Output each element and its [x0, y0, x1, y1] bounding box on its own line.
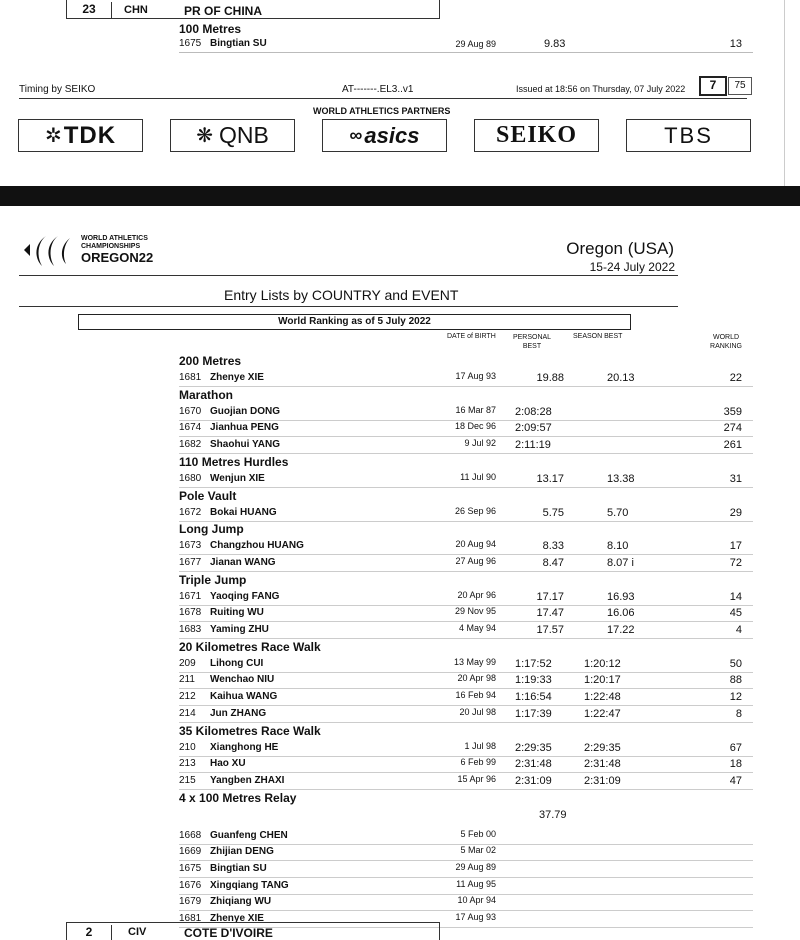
issued-text: Issued at 18:56 on Thursday, 07 July 2022	[516, 84, 686, 94]
athlete-bib: 209	[179, 657, 196, 669]
athlete-name: Xingqiang TANG	[210, 879, 289, 891]
athlete-pb: 1:17:52	[515, 657, 552, 670]
athlete-sb: 13.38	[607, 472, 635, 485]
athlete-name: Zhijian DENG	[210, 846, 274, 858]
athlete-bib: 1673	[179, 540, 202, 552]
athlete-dob: 20 Apr 98	[457, 673, 496, 684]
athlete-rank: 31	[729, 472, 742, 485]
athlete-dob: 1 Jul 98	[464, 740, 496, 751]
athlete-rank: 67	[729, 741, 742, 754]
athlete-sb: 17.22	[607, 624, 635, 636]
athlete-bib: 1681	[179, 913, 202, 925]
athlete-sb: 2:31:09	[584, 774, 621, 787]
athlete-name: Changzhou HUANG	[210, 540, 304, 552]
table-row	[0, 405, 800, 421]
ranking-note: World Ranking as of 5 July 2022	[78, 314, 631, 330]
logo-line1: WORLD ATHLETICS	[81, 235, 148, 242]
athlete-dob: 11 Aug 95	[456, 878, 496, 889]
event-title: 20 Kilometres Race Walk	[179, 639, 321, 654]
country-rank: 2	[67, 925, 112, 940]
athlete-rank: 13	[729, 38, 742, 50]
athlete-dob: 6 Feb 99	[460, 757, 496, 768]
table-row	[0, 673, 800, 689]
team-pb: 37.79	[539, 808, 567, 821]
athlete-pb: 17.47	[536, 607, 564, 620]
col-sb: SEASON BEST	[573, 333, 623, 340]
athlete-pb: 17.57	[536, 624, 564, 636]
athlete-dob: 29 Aug 89	[455, 39, 496, 49]
athlete-dob: 17 Aug 93	[455, 912, 496, 923]
location: Oregon (USA)	[566, 239, 674, 258]
athlete-name: Yangben ZHAXI	[210, 774, 285, 786]
athlete-pb: 1:16:54	[515, 691, 552, 704]
athlete-bib: 210	[179, 741, 196, 753]
athlete-name: Hao XU	[210, 758, 246, 770]
athlete-name: Jun ZHANG	[210, 707, 267, 719]
athlete-bib: 213	[179, 758, 196, 770]
event-title: Triple Jump	[179, 572, 247, 587]
athlete-dob: 13 May 99	[453, 656, 496, 667]
athlete-dob: 20 Apr 96	[457, 589, 496, 600]
doc-code: AT-------.EL3..v1	[342, 84, 414, 95]
athlete-dob: 20 Jul 98	[459, 706, 496, 717]
event-title: Long Jump	[179, 522, 244, 537]
athlete-dob: 27 Aug 96	[455, 555, 496, 566]
logo-line2: CHAMPIONSHIPS	[81, 243, 141, 250]
table-row	[0, 707, 800, 723]
athlete-bib: 1670	[179, 405, 202, 417]
table-row	[0, 606, 800, 622]
athlete-dob: 4 May 94	[458, 623, 496, 633]
athlete-pb: 17.17	[536, 590, 564, 603]
athlete-sb: 1:22:47	[584, 707, 621, 720]
asics-icon: ∞	[349, 125, 363, 145]
logo-line3: OREGON22	[81, 250, 154, 265]
athlete-pb: 8.33	[542, 540, 564, 553]
athlete-bib: 1681	[179, 372, 202, 383]
athlete-pb: 1:17:39	[515, 707, 552, 720]
athlete-rank: 88	[729, 674, 742, 687]
athlete-dob: 5 Mar 02	[460, 845, 496, 856]
athlete-rank: 359	[723, 405, 742, 418]
athlete-rank: 18	[729, 758, 742, 771]
athlete-bib: 215	[179, 774, 196, 786]
col-pb: PERSONAL BEST	[512, 334, 552, 350]
tdk-icon: ✲	[44, 125, 62, 147]
athlete-sb: 1:22:48	[584, 691, 621, 704]
athlete-name: Zhenye XIE	[210, 913, 264, 925]
athlete-bib: 1675	[179, 38, 202, 49]
athlete-name: Jianhua PENG	[210, 422, 279, 434]
table-row	[0, 590, 800, 606]
athlete-bib: 1682	[179, 439, 202, 451]
athlete-pb: 2:11:19	[515, 439, 551, 452]
athlete-dob: 16 Mar 87	[455, 404, 496, 415]
athlete-name: Guojian DONG	[210, 405, 280, 417]
event-title: Marathon	[179, 387, 233, 402]
athlete-dob: 17 Aug 93	[455, 371, 496, 381]
partners-title: WORLD ATHLETICS PARTNERS	[313, 106, 451, 116]
athlete-dob: 11 Jul 90	[460, 471, 496, 482]
athlete-bib: 1668	[179, 829, 202, 841]
athlete-dob: 29 Aug 89	[455, 862, 496, 872]
country-name: PR OF CHINA	[184, 4, 262, 18]
table-row	[0, 741, 800, 757]
athlete-name: Xianghong HE	[210, 741, 279, 753]
athlete-sb: 20.13	[607, 372, 635, 384]
country-name: COTE D'IVOIRE	[184, 926, 273, 940]
athlete-bib: 1679	[179, 896, 202, 908]
athlete-rank: 8	[735, 707, 742, 720]
athlete-name: Guanfeng CHEN	[210, 829, 288, 841]
col-dob: DATE of BIRTH	[447, 333, 496, 340]
athlete-name: Bokai HUANG	[210, 506, 277, 518]
athlete-name: Kaihua WANG	[210, 691, 278, 703]
table-row	[0, 657, 800, 673]
athlete-sb: 2:31:48	[584, 758, 621, 771]
country-row-civ	[66, 922, 440, 940]
event-title: Pole Vault	[179, 488, 237, 503]
athlete-bib: 1671	[179, 590, 202, 602]
timing-text: Timing by SEIKO	[19, 84, 96, 95]
athlete-dob: 20 Aug 94	[455, 539, 496, 550]
event-title: 100 Metres	[179, 22, 242, 36]
athlete-bib: 1669	[179, 846, 202, 858]
athlete-bib: 1677	[179, 556, 202, 568]
athlete-rank: 274	[723, 422, 742, 435]
athlete-pb: 5.75	[542, 506, 564, 519]
athlete-dob: 16 Feb 94	[455, 690, 496, 701]
table-row	[0, 774, 800, 790]
table-row	[0, 862, 800, 878]
athlete-name: Zhenye XIE	[210, 372, 264, 383]
athlete-bib: 212	[179, 691, 196, 703]
athlete-rank: 72	[729, 556, 742, 569]
athlete-dob: 5 Feb 00	[460, 828, 496, 839]
athlete-bib: 1678	[179, 607, 202, 619]
divider	[179, 521, 753, 522]
athlete-rank: 47	[729, 774, 742, 787]
athlete-bib: 1683	[179, 624, 202, 635]
athlete-name: Bingtian SU	[210, 38, 267, 49]
athlete-pb: 8.47	[542, 556, 564, 569]
page-number: 7	[699, 76, 727, 96]
athlete-bib: 1672	[179, 506, 202, 518]
table-row	[0, 690, 800, 706]
athlete-sb: 8.07 i	[607, 556, 634, 569]
athlete-rank: 17	[729, 540, 742, 553]
table-row	[0, 623, 800, 639]
athlete-dob: 26 Sep 96	[454, 505, 496, 516]
table-row	[0, 895, 800, 911]
athlete-pb: 9.83	[544, 38, 566, 50]
qnb-icon: ❋	[196, 125, 213, 147]
athlete-bib: 1675	[179, 863, 202, 874]
athlete-pb: 2:31:09	[515, 774, 552, 787]
athlete-name: Lihong CUI	[210, 657, 264, 669]
table-row	[0, 371, 800, 387]
athlete-name: Jianan WANG	[210, 556, 276, 568]
athlete-rank: 29	[729, 506, 742, 519]
partner-logo-tbs: TBS	[626, 119, 751, 152]
divider	[179, 386, 753, 387]
athlete-pb: 1:19:33	[515, 674, 552, 687]
event-title: 200 Metres	[179, 354, 242, 368]
athlete-sb: 16.93	[607, 590, 635, 603]
total-pages: 75	[728, 77, 752, 95]
athlete-rank: 50	[729, 657, 742, 670]
table-row	[0, 438, 800, 454]
athlete-pb: 19.88	[536, 372, 564, 384]
athlete-dob: 29 Nov 95	[454, 606, 496, 617]
athlete-pb: 2:31:48	[515, 758, 552, 771]
athlete-sb: 1:20:12	[584, 657, 621, 670]
athlete-rank: 45	[729, 607, 742, 620]
athlete-sb: 5.70	[607, 506, 629, 519]
athlete-pb: 2:29:35	[515, 741, 552, 754]
athlete-rank: 261	[723, 439, 742, 452]
dates: 15-24 July 2022	[589, 260, 675, 274]
athlete-bib: 1674	[179, 422, 202, 434]
athlete-sb: 2:29:35	[584, 741, 621, 754]
athlete-pb: 13.17	[536, 472, 564, 485]
table-row	[0, 506, 800, 522]
table-row	[0, 421, 800, 437]
athlete-bib: 211	[179, 674, 195, 686]
athlete-name: Yaoqing FANG	[210, 590, 280, 602]
table-row	[0, 539, 800, 555]
athlete-sb: 1:20:17	[584, 674, 621, 687]
athlete-name: Zhiqiang WU	[210, 896, 272, 908]
event-title: 4 x 100 Metres Relay	[179, 790, 297, 805]
event-title: 35 Kilometres Race Walk	[179, 723, 321, 738]
table-row	[0, 757, 800, 773]
athlete-sb: 16.06	[607, 607, 635, 620]
athlete-name: Wenjun XIE	[210, 472, 265, 484]
page-title: Entry Lists by COUNTRY and EVENT	[224, 287, 459, 303]
athlete-dob: 18 Dec 96	[454, 421, 496, 432]
athlete-dob: 15 Apr 96	[457, 773, 496, 784]
athlete-dob: 9 Jul 92	[464, 438, 496, 449]
table-row	[0, 556, 800, 572]
country-code: CHN	[124, 4, 148, 16]
athlete-bib: 1676	[179, 879, 202, 891]
athlete-rank: 14	[729, 590, 742, 603]
athlete-name: Yaming ZHU	[210, 624, 269, 635]
table-row	[0, 845, 800, 861]
partner-logo-asics: ∞ asics	[322, 119, 447, 152]
table-row	[0, 829, 800, 845]
col-wr: WORLD RANKING	[710, 334, 742, 350]
athlete-name: Wenchao NIU	[210, 674, 275, 686]
athlete-rank: 22	[729, 372, 742, 384]
partner-logo-seiko: SEIKO	[474, 119, 599, 152]
athlete-pb: 2:09:57	[515, 422, 552, 435]
athlete-rank: 4	[735, 624, 742, 636]
partner-logo-qnb: ❋ QNB	[170, 119, 295, 152]
divider	[179, 487, 753, 488]
athlete-bib: 1680	[179, 472, 202, 484]
athlete-rank: 12	[729, 691, 742, 704]
country-code: CIV	[128, 926, 147, 938]
event-title: 110 Metres Hurdles	[179, 454, 289, 469]
athlete-pb: 2:08:28	[515, 405, 552, 418]
athlete-name: Bingtian SU	[210, 863, 267, 874]
athlete-sb: 8.10	[607, 540, 629, 553]
athlete-bib: 214	[179, 707, 196, 719]
athlete-name: Shaohui YANG	[210, 439, 281, 451]
country-rank: 23	[67, 2, 112, 18]
table-row	[0, 879, 800, 895]
partner-logo-tdk: ✲ TDK	[18, 119, 143, 152]
divider	[179, 571, 753, 572]
athlete-name: Ruiting WU	[210, 607, 264, 619]
athlete-dob: 10 Apr 94	[457, 895, 496, 906]
table-row	[0, 472, 800, 488]
